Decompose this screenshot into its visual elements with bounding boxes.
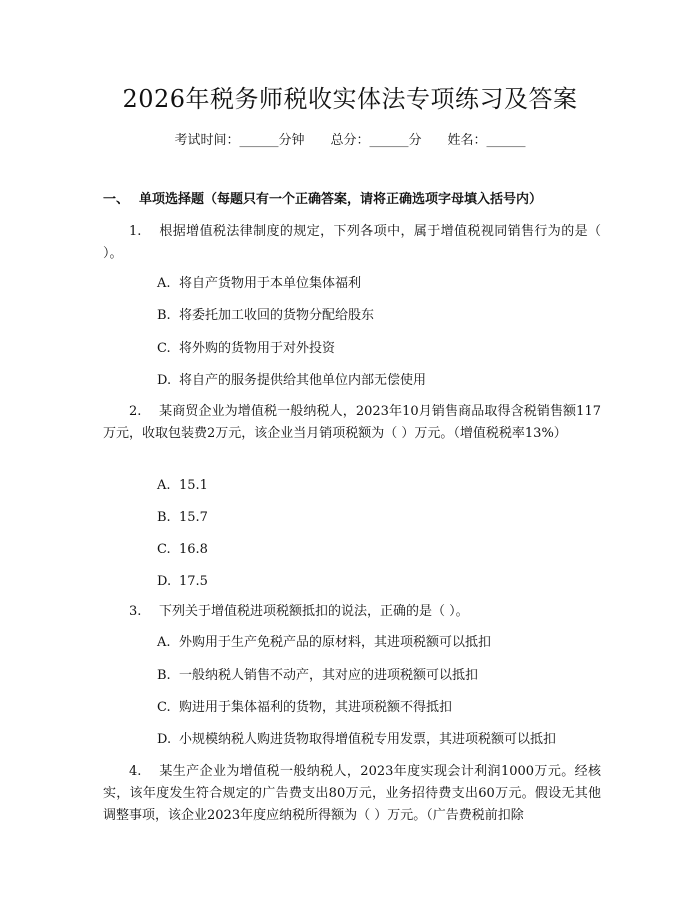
option-letter: B. [157,308,171,323]
question-1 [103,221,601,265]
question-text: 某商贸企业为增值税一般纳税人，2023年10月销售商品取得含税销售额117万元，收取包装费2万元，该企业当月销项税额为（ ）万元。（增值税税率13%） [103,404,601,441]
option-letter: C. [157,542,171,557]
question-4 [103,761,601,827]
option-text: 将自产货物用于本单位集体福利 [179,276,362,291]
option-text: 外购用于生产免税产品的原材料，其进项税额可以抵扣 [179,635,492,650]
question-3-option-d [157,730,607,750]
question-text: 根据增值税法律制度的规定，下列各项中，属于增值税视同销售行为的是（ ）。 [103,224,601,261]
total-score-field: 总分：______分 [330,133,422,148]
question-1-option-a [157,274,607,294]
option-text: 一般纳税人销售不动产，其对应的进项税额可以抵扣 [179,668,479,683]
option-letter: D. [157,732,172,747]
section-heading [103,190,542,210]
question-2-option-c [157,540,607,560]
option-letter: C. [157,341,171,356]
option-letter: A. [157,635,171,650]
option-letter: C. [157,700,171,715]
option-text: 将委托加工收回的货物分配给股东 [179,308,375,323]
question-3-option-b [157,666,607,686]
question-number: 2. [129,404,142,419]
question-2-option-a [157,476,607,496]
option-text: 16.8 [179,542,208,557]
exam-time-field: 考试时间：______分钟 [174,133,305,148]
option-text: 15.7 [179,510,208,525]
question-3 [103,601,601,623]
question-1-option-b [157,306,607,326]
question-3-option-c [157,698,607,718]
option-letter: B. [157,510,171,525]
option-text: 15.1 [179,478,208,493]
option-text: 17.5 [179,574,208,589]
option-letter: D. [157,373,172,388]
question-2 [103,401,601,445]
option-letter: D. [157,574,172,589]
option-letter: B. [157,668,171,683]
exam-info-line [0,131,700,151]
question-1-option-d [157,371,607,391]
question-number: 3. [129,604,142,619]
question-3-option-a [157,633,607,653]
option-text: 将外购的货物用于对外投资 [179,341,336,356]
question-number: 1. [129,224,142,239]
option-text: 将自产的服务提供给其他单位内部无偿使用 [179,373,427,388]
option-text: 购进用于集体福利的货物，其进项税额不得抵扣 [179,700,453,715]
option-letter: A. [157,276,171,291]
question-2-option-d [157,572,607,592]
document-title: 2026年税务师税收实体法专项练习及答案 [122,85,578,113]
section-title: 单项选择题（每题只有一个正确答案，请将正确选项字母填入括号内） [139,192,543,207]
question-1-option-c [157,339,607,359]
section-number: 一、 [103,192,130,207]
option-text: 小规模纳税人购进货物取得增值税专用发票，其进项税额可以抵扣 [179,732,557,747]
question-2-option-b [157,508,607,528]
student-name-field: 姓名：______ [447,133,526,148]
question-text: 某生产企业为增值税一般纳税人，2023年度实现会计利润1000万元。经核实，该年度发生符合规定的广告费支出80万元，业务招待费支出60万元。假设无其他调整事项，该企业2023年度应纳税所得额为（ ）万元。（广告费税前扣除 [103,764,601,823]
option-letter: A. [157,478,171,493]
question-number: 4. [129,764,142,779]
question-text: 下列关于增值税进项税额抵扣的说法，正确的是（ ）。 [159,604,469,619]
